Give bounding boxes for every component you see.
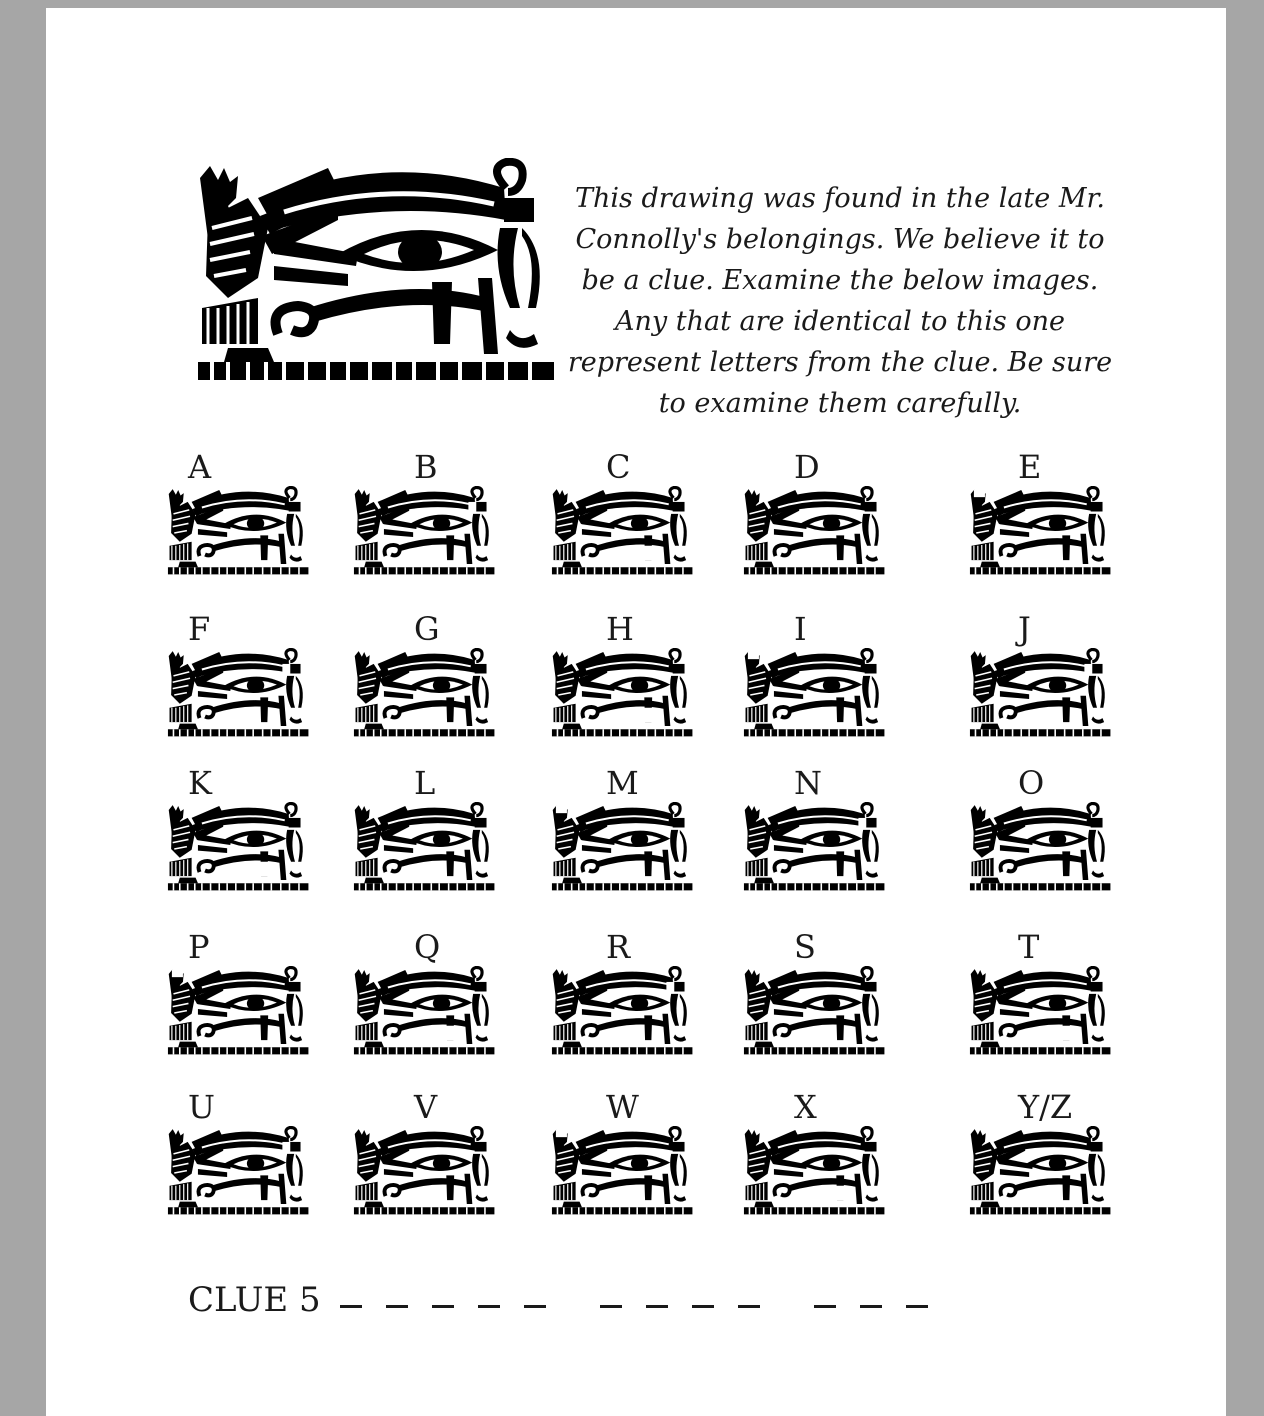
- option-letter: X: [794, 1088, 817, 1126]
- eye-of-horus-icon: [966, 966, 1112, 1056]
- option-letter: N: [794, 764, 822, 802]
- eye-option-l: [350, 764, 500, 894]
- eye-option-f: [164, 610, 314, 740]
- option-letter: M: [606, 764, 639, 802]
- answer-blank: [692, 1305, 714, 1308]
- eye-of-horus-icon: [740, 648, 886, 738]
- eye-of-horus-icon: [164, 648, 310, 738]
- eye-option-r: [548, 928, 698, 1058]
- option-letter: Q: [414, 928, 441, 966]
- option-letter: O: [1018, 764, 1045, 802]
- option-letter: E: [1018, 448, 1042, 486]
- eye-option-a: [164, 448, 314, 578]
- eye-of-horus-icon: [350, 486, 496, 576]
- option-letter: G: [414, 610, 440, 648]
- eye-option-n: [740, 764, 890, 894]
- eye-option-y-z: [966, 1088, 1116, 1218]
- eye-of-horus-icon: [548, 648, 694, 738]
- eye-option-p: [164, 928, 314, 1058]
- eye-option-u: [164, 1088, 314, 1218]
- eye-of-horus-icon: [188, 158, 558, 384]
- eye-of-horus-icon: [350, 648, 496, 738]
- eye-of-horus-icon: [164, 486, 310, 576]
- eye-option-k: [164, 764, 314, 894]
- option-letter: V: [414, 1088, 438, 1126]
- eye-option-c: [548, 448, 698, 578]
- eye-option-g: [350, 610, 500, 740]
- option-letter: Y/Z: [1018, 1088, 1073, 1126]
- eye-option-h: [548, 610, 698, 740]
- option-letter: F: [188, 610, 211, 648]
- eye-of-horus-icon: [740, 802, 886, 892]
- answer-blank: [432, 1305, 454, 1308]
- eye-of-horus-icon: [164, 966, 310, 1056]
- option-letter: S: [794, 928, 816, 966]
- eye-of-horus-icon: [350, 1126, 496, 1216]
- answer-blank: [600, 1305, 622, 1308]
- option-letter: C: [606, 448, 631, 486]
- answer-blank: [814, 1305, 836, 1308]
- answer-blank: [524, 1305, 546, 1308]
- answer-blank: [738, 1305, 760, 1308]
- eye-option-q: [350, 928, 500, 1058]
- eye-of-horus-icon: [966, 802, 1112, 892]
- eye-option-e: [966, 448, 1116, 578]
- option-letter: L: [414, 764, 436, 802]
- option-letter: A: [188, 448, 212, 486]
- eye-option-s: [740, 928, 890, 1058]
- clue-label: CLUE 5: [188, 1280, 321, 1320]
- eye-of-horus-icon: [164, 802, 310, 892]
- eye-option-m: [548, 764, 698, 894]
- eye-of-horus-icon: [740, 966, 886, 1056]
- eye-of-horus-icon: [548, 966, 694, 1056]
- eye-option-b: [350, 448, 500, 578]
- option-letter: D: [794, 448, 820, 486]
- option-letter: H: [606, 610, 634, 648]
- answer-blank: [646, 1305, 668, 1308]
- eye-option-x: [740, 1088, 890, 1218]
- eye-of-horus-icon: [966, 648, 1112, 738]
- eye-of-horus-icon: [350, 802, 496, 892]
- option-letter: I: [794, 610, 807, 648]
- option-letter: R: [606, 928, 631, 966]
- intro-text: This drawing was found in the late Mr. Connolly's belongings. We believe it to be a clue. Examine the below images. Any that are identical to this one represent letters from the clue. Be sure to examine them carefully.: [567, 183, 1113, 419]
- option-letter: W: [606, 1088, 639, 1126]
- eye-of-horus-icon: [548, 1126, 694, 1216]
- eye-of-horus-icon: [548, 802, 694, 892]
- eye-option-o: [966, 764, 1116, 894]
- answer-blank: [340, 1305, 362, 1308]
- eye-option-j: [966, 610, 1116, 740]
- eye-of-horus-icon: [740, 486, 886, 576]
- eye-of-horus-icon: [350, 966, 496, 1056]
- eye-option-i: [740, 610, 890, 740]
- eye-of-horus-icon: [164, 1126, 310, 1216]
- eye-option-v: [350, 1088, 500, 1218]
- answer-blank: [906, 1305, 928, 1308]
- option-letter: P: [188, 928, 210, 966]
- eye-option-w: [548, 1088, 698, 1218]
- eye-of-horus-icon: [966, 486, 1112, 576]
- option-letter: B: [414, 448, 438, 486]
- eye-of-horus-icon: [548, 486, 694, 576]
- option-letter: J: [1018, 610, 1031, 648]
- eye-of-horus-icon: [740, 1126, 886, 1216]
- eye-of-horus-icon: [966, 1126, 1112, 1216]
- option-letter: U: [188, 1088, 215, 1126]
- answer-blank: [860, 1305, 882, 1308]
- option-letter: K: [188, 764, 212, 802]
- option-letter: T: [1018, 928, 1040, 966]
- eye-option-t: [966, 928, 1116, 1058]
- answer-blank: [478, 1305, 500, 1308]
- eye-option-d: [740, 448, 890, 578]
- answer-blank: [386, 1305, 408, 1308]
